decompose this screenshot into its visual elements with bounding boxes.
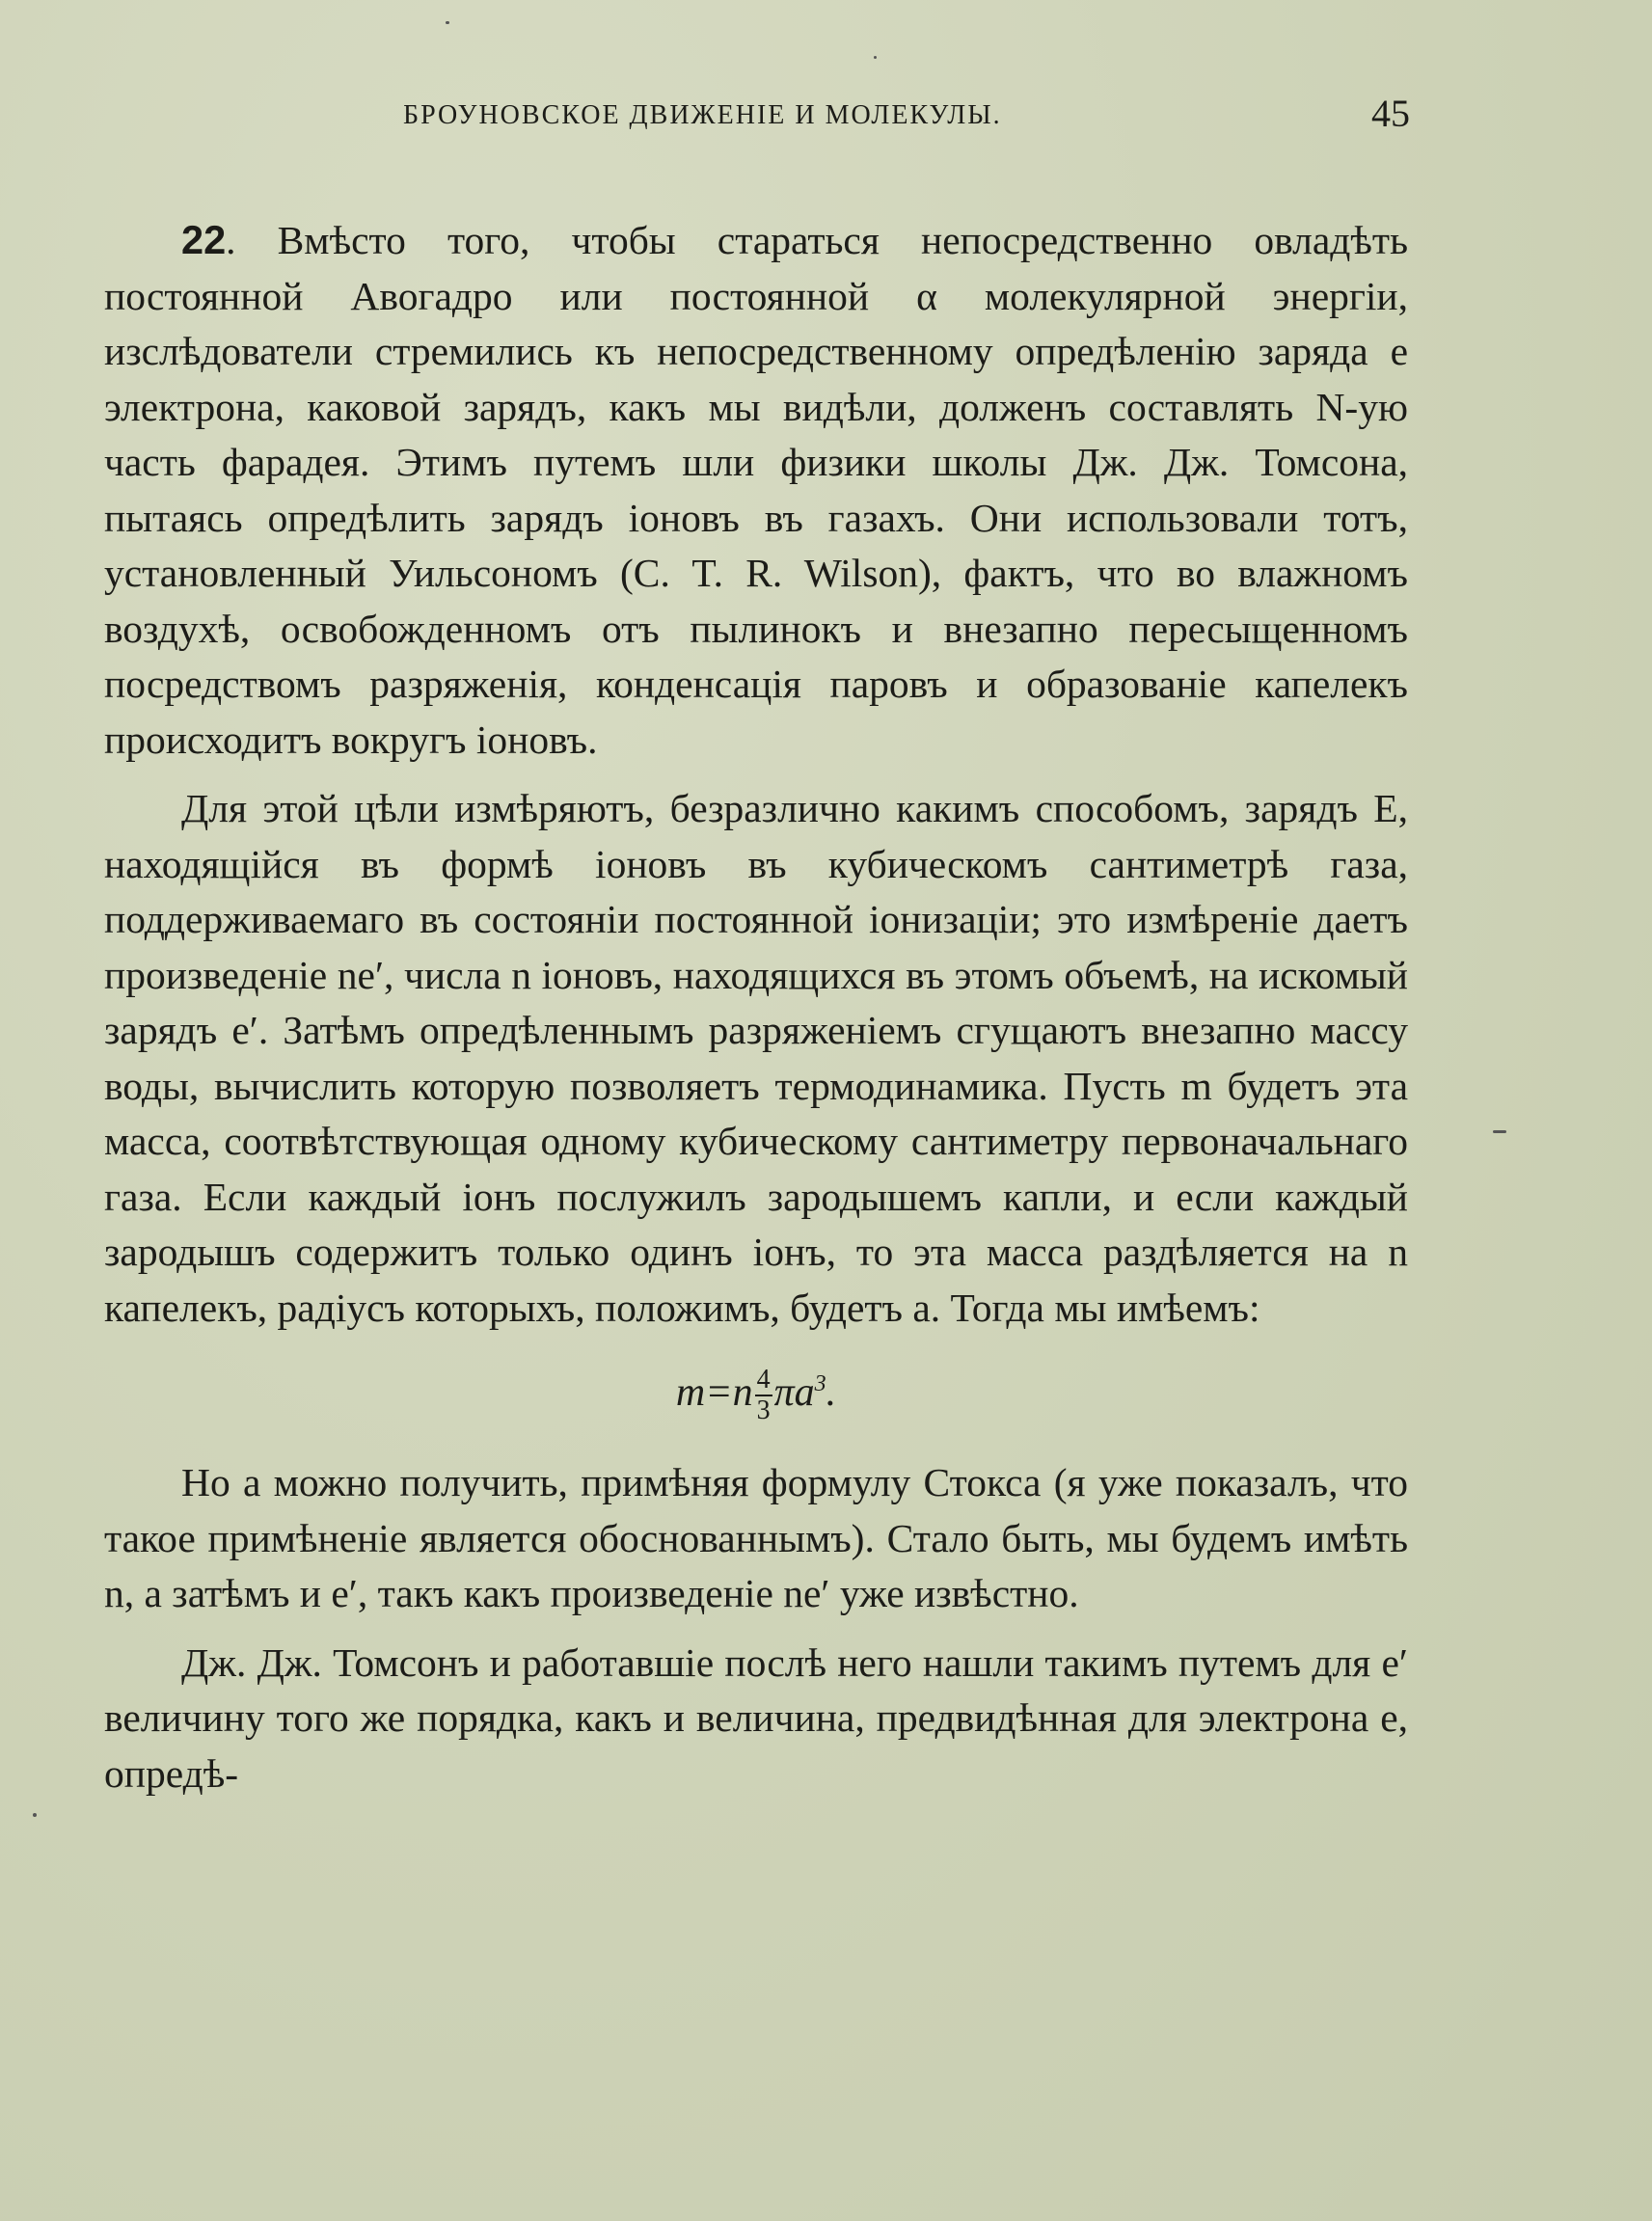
formula-equals: =	[705, 1370, 733, 1415]
running-header	[104, 77, 1408, 154]
paragraph-4: Дж. Дж. Томсонъ и работавшіе послѣ него нашли такимъ путемъ для e′ величину того же порядка, какъ и величина, предвидѣнная для электрона e, опредѣ-	[104, 1639, 1408, 1796]
paragraph-1	[104, 212, 1408, 768]
formula-lhs: m	[675, 1370, 706, 1415]
formula-end: .	[826, 1370, 837, 1415]
formula-exponent: 3	[814, 1371, 826, 1396]
formula-fraction	[755, 1366, 772, 1425]
paragraph-1-text: . Вмѣсто того, чтобы стараться непосредственно овладѣть постоянной Авогадро или постоянной α молекулярной энергіи, изслѣдователи стремились къ непосредственному опредѣленію заряда e электрона, каковой зарядъ, какъ мы видѣли, долженъ составлять N-ую часть фарадея. Этимъ путемъ шли физики школы Дж. Дж. Томсона, пытаясь опредѣлить зарядъ іоновъ въ газахъ. Они использовали тотъ, установленный Уильсономъ (C. T. R. Wilson), фактъ, что во влажномъ воздухѣ, освобожденномъ отъ пылинокъ и внезапно пересыщенномъ посредствомъ разряженія, конденсація паровъ и образованіе капелекъ происходитъ вокругъ іоновъ.	[104, 218, 1408, 762]
body-text	[104, 212, 1408, 1801]
paragraph-3: Но a можно получить, примѣняя формулу Стокса (я уже показалъ, что такое примѣненіе является обоснованнымъ). Стало быть, мы будемъ имѣть n, а затѣмъ и e′, такъ какъ произведеніе ne′ уже извѣстно.	[104, 1460, 1408, 1615]
running-title: БРОУНОВСКОЕ ДВИЖЕНІЕ И МОЛЕКУЛЫ.	[403, 100, 1002, 130]
section-number: 22	[181, 217, 227, 262]
page-number: 45	[1371, 92, 1410, 135]
formula	[104, 1338, 1408, 1430]
fraction-denominator: 3	[756, 1395, 771, 1426]
book-page	[104, 77, 1408, 1801]
formula-rest: πa	[773, 1370, 815, 1415]
paragraph-2: Для этой цѣли измѣряютъ, безразлично какимъ способомъ, зарядъ E, находящійся въ формѣ іоновъ въ кубическомъ сантиметрѣ газа, поддерживаемаго въ состояніи постоянной іонизаціи; это измѣреніе даетъ произведеніе ne′, числа n іоновъ, находящихся въ этомъ объемѣ, на искомый зарядъ e′. Затѣмъ опредѣленнымъ разряженіемъ сгущаютъ внезапно массу воды, вычислить которую позволяетъ термодинамика. Пусть m будетъ эта масса, соотвѣтствующая одному кубическому сантиметру первоначальнаго газа. Если каждый іонъ послужилъ зародышемъ капли, и если каждый зародышъ содержитъ только одинъ іонъ, то эта масса раздѣляется на n капелекъ, радіусъ которыхъ, положимъ, будетъ a. Тогда мы имѣемъ:	[104, 786, 1408, 1330]
formula-n: n	[732, 1370, 753, 1415]
fraction-numerator: 4	[756, 1365, 771, 1395]
